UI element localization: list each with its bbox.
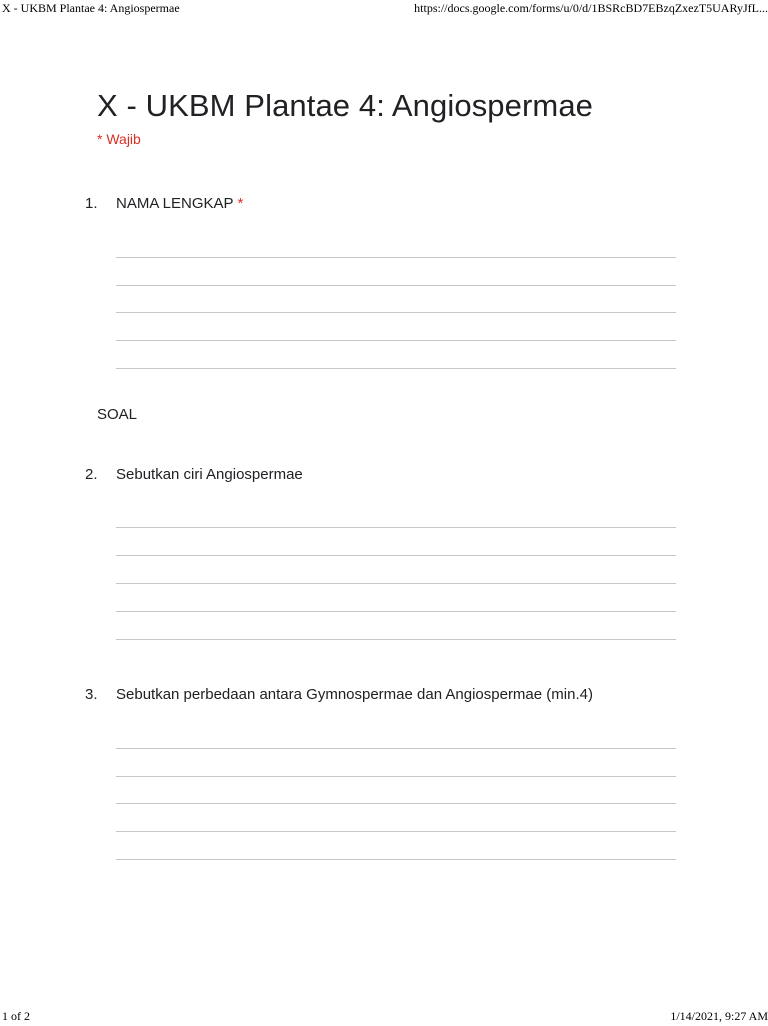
answer-line <box>116 555 676 556</box>
answer-line <box>116 312 676 313</box>
answer-line <box>116 831 676 832</box>
answer-line <box>116 285 676 286</box>
print-header <box>0 0 768 18</box>
answer-line <box>116 257 676 258</box>
answer-line <box>116 859 676 860</box>
answer-line <box>116 776 676 777</box>
answer-line <box>116 639 676 640</box>
question-number: 3. <box>85 686 98 703</box>
answer-line <box>116 803 676 804</box>
answer-line <box>116 340 676 341</box>
print-timestamp: 1/14/2021, 9:27 AM <box>670 1009 768 1023</box>
print-page-title: X - UKBM Plantae 4: Angiospermae <box>2 1 180 15</box>
required-star: * <box>237 195 244 212</box>
answer-line <box>116 368 676 369</box>
question-label: NAMA LENGKAP <box>116 195 234 212</box>
question-number: 1. <box>85 195 98 212</box>
print-footer <box>0 1008 768 1026</box>
answer-line <box>116 583 676 584</box>
question-number: 2. <box>85 466 98 483</box>
question-text <box>116 195 243 212</box>
page-indicator: 1 of 2 <box>2 1009 30 1023</box>
answer-line <box>116 527 676 528</box>
answer-line <box>116 748 676 749</box>
form-title: X - UKBM Plantae 4: Angiospermae <box>97 88 594 123</box>
required-note: * Wajib <box>97 131 141 147</box>
section-title: SOAL <box>97 406 138 423</box>
print-url[interactable]: https://docs.google.com/forms/u/0/d/1BSRcBD7EBzqZxezT5UARyJfL... <box>414 1 768 15</box>
answer-line <box>116 611 676 612</box>
question-text: Sebutkan perbedaan antara Gymnospermae dan Angiospermae (min.4) <box>116 686 593 703</box>
question-text: Sebutkan ciri Angiospermae <box>116 466 303 483</box>
